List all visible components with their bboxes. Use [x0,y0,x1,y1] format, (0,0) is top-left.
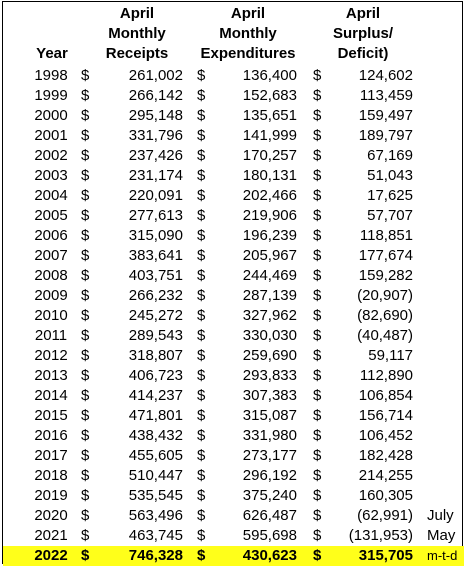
table-row [3,426,464,446]
expenditures-cell: 135,651 [242,107,297,124]
surplus-cell: (131,953) [348,527,413,544]
surplus-cell: 106,452 [358,427,413,444]
receipts-cell: 266,142 [128,87,183,104]
expenditures-cell: 170,257 [242,147,297,164]
surplus-currency: $ [313,387,322,404]
expenditures-currency: $ [197,447,206,464]
surplus-cell: 159,282 [358,267,413,284]
table-row [3,306,464,326]
surplus-cell: 113,459 [359,87,413,104]
surplus-cell: 124,602 [358,67,413,84]
receipts-cell: 295,148 [128,107,183,124]
receipts-cell: 237,426 [128,147,183,164]
receipts-currency: $ [81,267,90,284]
receipts-cell: 746,328 [128,547,183,564]
surplus-cell: 118,851 [359,227,413,244]
expenditures-cell: 330,030 [242,327,297,344]
year-cell: 2001 [34,127,68,144]
receipts-cell: 383,641 [128,247,183,264]
expenditures-currency: $ [197,507,206,524]
expenditures-cell: 430,623 [242,547,297,564]
table-row [3,266,464,286]
surplus-currency: $ [313,187,322,204]
expenditures-cell: 293,833 [242,367,297,384]
header-year: Year [36,45,68,62]
year-cell: 2002 [34,147,68,164]
expenditures-cell: 315,087 [242,407,297,424]
expenditures-cell: 152,683 [242,87,297,104]
header-receipts [87,4,187,64]
receipts-currency: $ [81,287,90,304]
receipts-cell: 220,091 [128,187,183,204]
table-row [3,446,464,466]
header-surplus [313,4,413,64]
expenditures-cell: 205,967 [242,247,297,264]
surplus-currency: $ [313,427,322,444]
surplus-cell: 57,707 [367,207,413,224]
surplus-currency: $ [313,347,322,364]
surplus-currency: $ [313,507,322,524]
table-body [3,66,464,566]
receipts-cell: 510,447 [128,467,183,484]
header-surplus-line2: Surplus/ [332,25,393,42]
receipts-currency: $ [81,467,90,484]
expenditures-currency: $ [197,307,206,324]
surplus-cell: 189,797 [358,127,413,144]
receipts-cell: 406,723 [128,367,183,384]
expenditures-cell: 626,487 [242,507,297,524]
receipts-currency: $ [81,87,90,104]
receipts-currency: $ [81,327,90,344]
expenditures-cell: 219,906 [242,207,297,224]
expenditures-cell: 287,139 [242,287,297,304]
surplus-currency: $ [313,407,322,424]
surplus-cell: (82,690) [357,307,413,324]
expenditures-cell: 273,177 [242,447,297,464]
expenditures-cell: 202,466 [242,187,297,204]
year-cell: 2009 [34,287,68,304]
year-cell: 2016 [34,427,68,444]
surplus-cell: (40,487) [357,327,413,344]
surplus-currency: $ [313,67,322,84]
year-cell: 2000 [34,107,68,124]
table-row [3,66,464,86]
expenditures-currency: $ [197,487,206,504]
surplus-currency: $ [313,227,322,244]
receipts-currency: $ [81,427,90,444]
receipts-cell: 318,807 [128,347,183,364]
surplus-currency: $ [313,467,322,484]
receipts-currency: $ [81,507,90,524]
surplus-cell: (20,907) [357,287,413,304]
surplus-cell: 67,169 [367,147,413,164]
table-row [3,466,464,486]
receipts-cell: 455,605 [128,447,183,464]
surplus-currency: $ [313,247,322,264]
receipts-currency: $ [81,247,90,264]
header-expenditures-line3: Expenditures [200,45,296,62]
surplus-cell: 160,305 [358,487,413,504]
receipts-currency: $ [81,207,90,224]
expenditures-currency: $ [197,187,206,204]
expenditures-currency: $ [197,247,206,264]
surplus-currency: $ [313,487,322,504]
expenditures-currency: $ [197,107,206,124]
header-surplus-line1: April [345,5,381,22]
header-receipts-line3: Receipts [105,45,169,62]
expenditures-cell: 141,999 [242,127,297,144]
receipts-cell: 315,090 [128,227,183,244]
surplus-currency: $ [313,127,322,144]
surplus-currency: $ [313,547,322,564]
expenditures-cell: 307,383 [242,387,297,404]
receipts-currency: $ [81,227,90,244]
year-cell: 2020 [34,507,68,524]
receipts-cell: 331,796 [128,127,183,144]
table-row [3,126,464,146]
table-row [3,386,464,406]
receipts-cell: 261,002 [128,67,183,84]
expenditures-currency: $ [197,287,206,304]
header-receipts-line1: April [119,5,155,22]
expenditures-currency: $ [197,207,206,224]
surplus-cell: (62,991) [357,507,413,524]
year-cell: 2013 [34,367,68,384]
table-row-highlighted [3,546,464,566]
expenditures-cell: 595,698 [242,527,297,544]
year-cell: 2017 [34,447,68,464]
expenditures-currency: $ [197,167,206,184]
expenditures-currency: $ [197,67,206,84]
receipts-cell: 414,237 [128,387,183,404]
year-cell: 2019 [34,487,68,504]
year-cell: 2014 [34,387,68,404]
expenditures-cell: 136,400 [242,67,297,84]
receipts-cell: 231,174 [128,167,183,184]
expenditures-currency: $ [197,387,206,404]
note-cell: May [427,527,456,544]
surplus-currency: $ [313,367,322,384]
receipts-currency: $ [81,107,90,124]
surplus-currency: $ [313,147,322,164]
surplus-currency: $ [313,327,322,344]
expenditures-currency: $ [197,547,206,564]
header-surplus-line3: Deficit) [337,45,389,62]
surplus-cell: 17,625 [367,187,413,204]
receipts-cell: 438,432 [128,427,183,444]
expenditures-currency: $ [197,147,206,164]
receipts-currency: $ [81,547,90,564]
note-cell: July [427,507,454,524]
expenditures-currency: $ [197,347,206,364]
year-cell: 1999 [34,87,68,104]
receipts-cell: 471,801 [128,407,183,424]
table-row [3,406,464,426]
surplus-currency: $ [313,87,322,104]
expenditures-currency: $ [197,327,206,344]
note-cell: m-t-d [427,548,458,563]
expenditures-cell: 327,962 [242,307,297,324]
year-cell: 2011 [34,327,68,344]
header-expenditures [193,4,303,64]
surplus-cell: 51,043 [367,167,413,184]
expenditures-currency: $ [197,527,206,544]
table-row [3,146,464,166]
table-row [3,326,464,346]
surplus-currency: $ [313,167,322,184]
expenditures-currency: $ [197,467,206,484]
receipts-cell: 277,613 [128,207,183,224]
receipts-currency: $ [81,67,90,84]
table-row [3,366,464,386]
table-row [3,86,464,106]
expenditures-cell: 375,240 [242,487,297,504]
expenditures-currency: $ [197,407,206,424]
receipts-cell: 563,496 [128,507,183,524]
table-row [3,186,464,206]
receipts-currency: $ [81,367,90,384]
expenditures-currency: $ [197,127,206,144]
table-row [3,166,464,186]
surplus-currency: $ [313,207,322,224]
table-frame [2,1,463,564]
surplus-cell: 177,674 [358,247,413,264]
surplus-currency: $ [313,107,322,124]
year-cell: 2012 [34,347,68,364]
surplus-cell: 315,705 [358,547,413,564]
surplus-cell: 59,117 [368,347,413,364]
year-cell: 2015 [34,407,68,424]
table-row [3,526,464,546]
receipts-currency: $ [81,387,90,404]
table-row [3,346,464,366]
receipts-currency: $ [81,147,90,164]
surplus-cell: 156,714 [358,407,413,424]
receipts-currency: $ [81,407,90,424]
expenditures-cell: 180,131 [242,167,297,184]
year-cell: 2008 [34,267,68,284]
expenditures-cell: 196,239 [242,227,297,244]
receipts-cell: 266,232 [128,287,183,304]
surplus-currency: $ [313,447,322,464]
surplus-cell: 214,255 [358,467,413,484]
expenditures-currency: $ [197,427,206,444]
expenditures-currency: $ [197,367,206,384]
year-cell: 2007 [34,247,68,264]
header-expenditures-line2: Monthly [219,25,277,42]
expenditures-cell: 331,980 [242,427,297,444]
receipts-currency: $ [81,187,90,204]
year-cell: 2010 [34,307,68,324]
receipts-cell: 463,745 [128,527,183,544]
receipts-cell: 535,545 [128,487,183,504]
receipts-currency: $ [81,487,90,504]
year-cell: 2004 [34,187,68,204]
table-row [3,206,464,226]
expenditures-cell: 259,690 [242,347,297,364]
expenditures-currency: $ [197,87,206,104]
table-row [3,286,464,306]
expenditures-currency: $ [197,227,206,244]
receipts-cell: 403,751 [128,267,183,284]
header-expenditures-line1: April [230,5,266,22]
receipts-currency: $ [81,347,90,364]
table-row [3,506,464,526]
expenditures-currency: $ [197,267,206,284]
expenditures-cell: 244,469 [242,267,297,284]
surplus-currency: $ [313,287,322,304]
table-row [3,226,464,246]
surplus-currency: $ [313,267,322,284]
year-cell: 2018 [34,467,68,484]
surplus-cell: 112,890 [359,367,413,384]
year-cell: 1998 [34,67,68,84]
surplus-cell: 159,497 [358,107,413,124]
year-cell: 2022 [34,547,68,564]
table-row [3,486,464,506]
year-cell: 2003 [34,167,68,184]
surplus-cell: 182,428 [358,447,413,464]
expenditures-cell: 296,192 [242,467,297,484]
receipts-currency: $ [81,307,90,324]
receipts-cell: 289,543 [128,327,183,344]
receipts-currency: $ [81,167,90,184]
receipts-cell: 245,272 [128,307,183,324]
receipts-currency: $ [81,127,90,144]
table-row [3,106,464,126]
receipts-currency: $ [81,527,90,544]
year-cell: 2006 [34,227,68,244]
header-receipts-line2: Monthly [108,25,166,42]
year-cell: 2005 [34,207,68,224]
surplus-cell: 106,854 [358,387,413,404]
receipts-currency: $ [81,447,90,464]
table-row [3,246,464,266]
year-cell: 2021 [34,527,68,544]
surplus-currency: $ [313,527,322,544]
surplus-currency: $ [313,307,322,324]
